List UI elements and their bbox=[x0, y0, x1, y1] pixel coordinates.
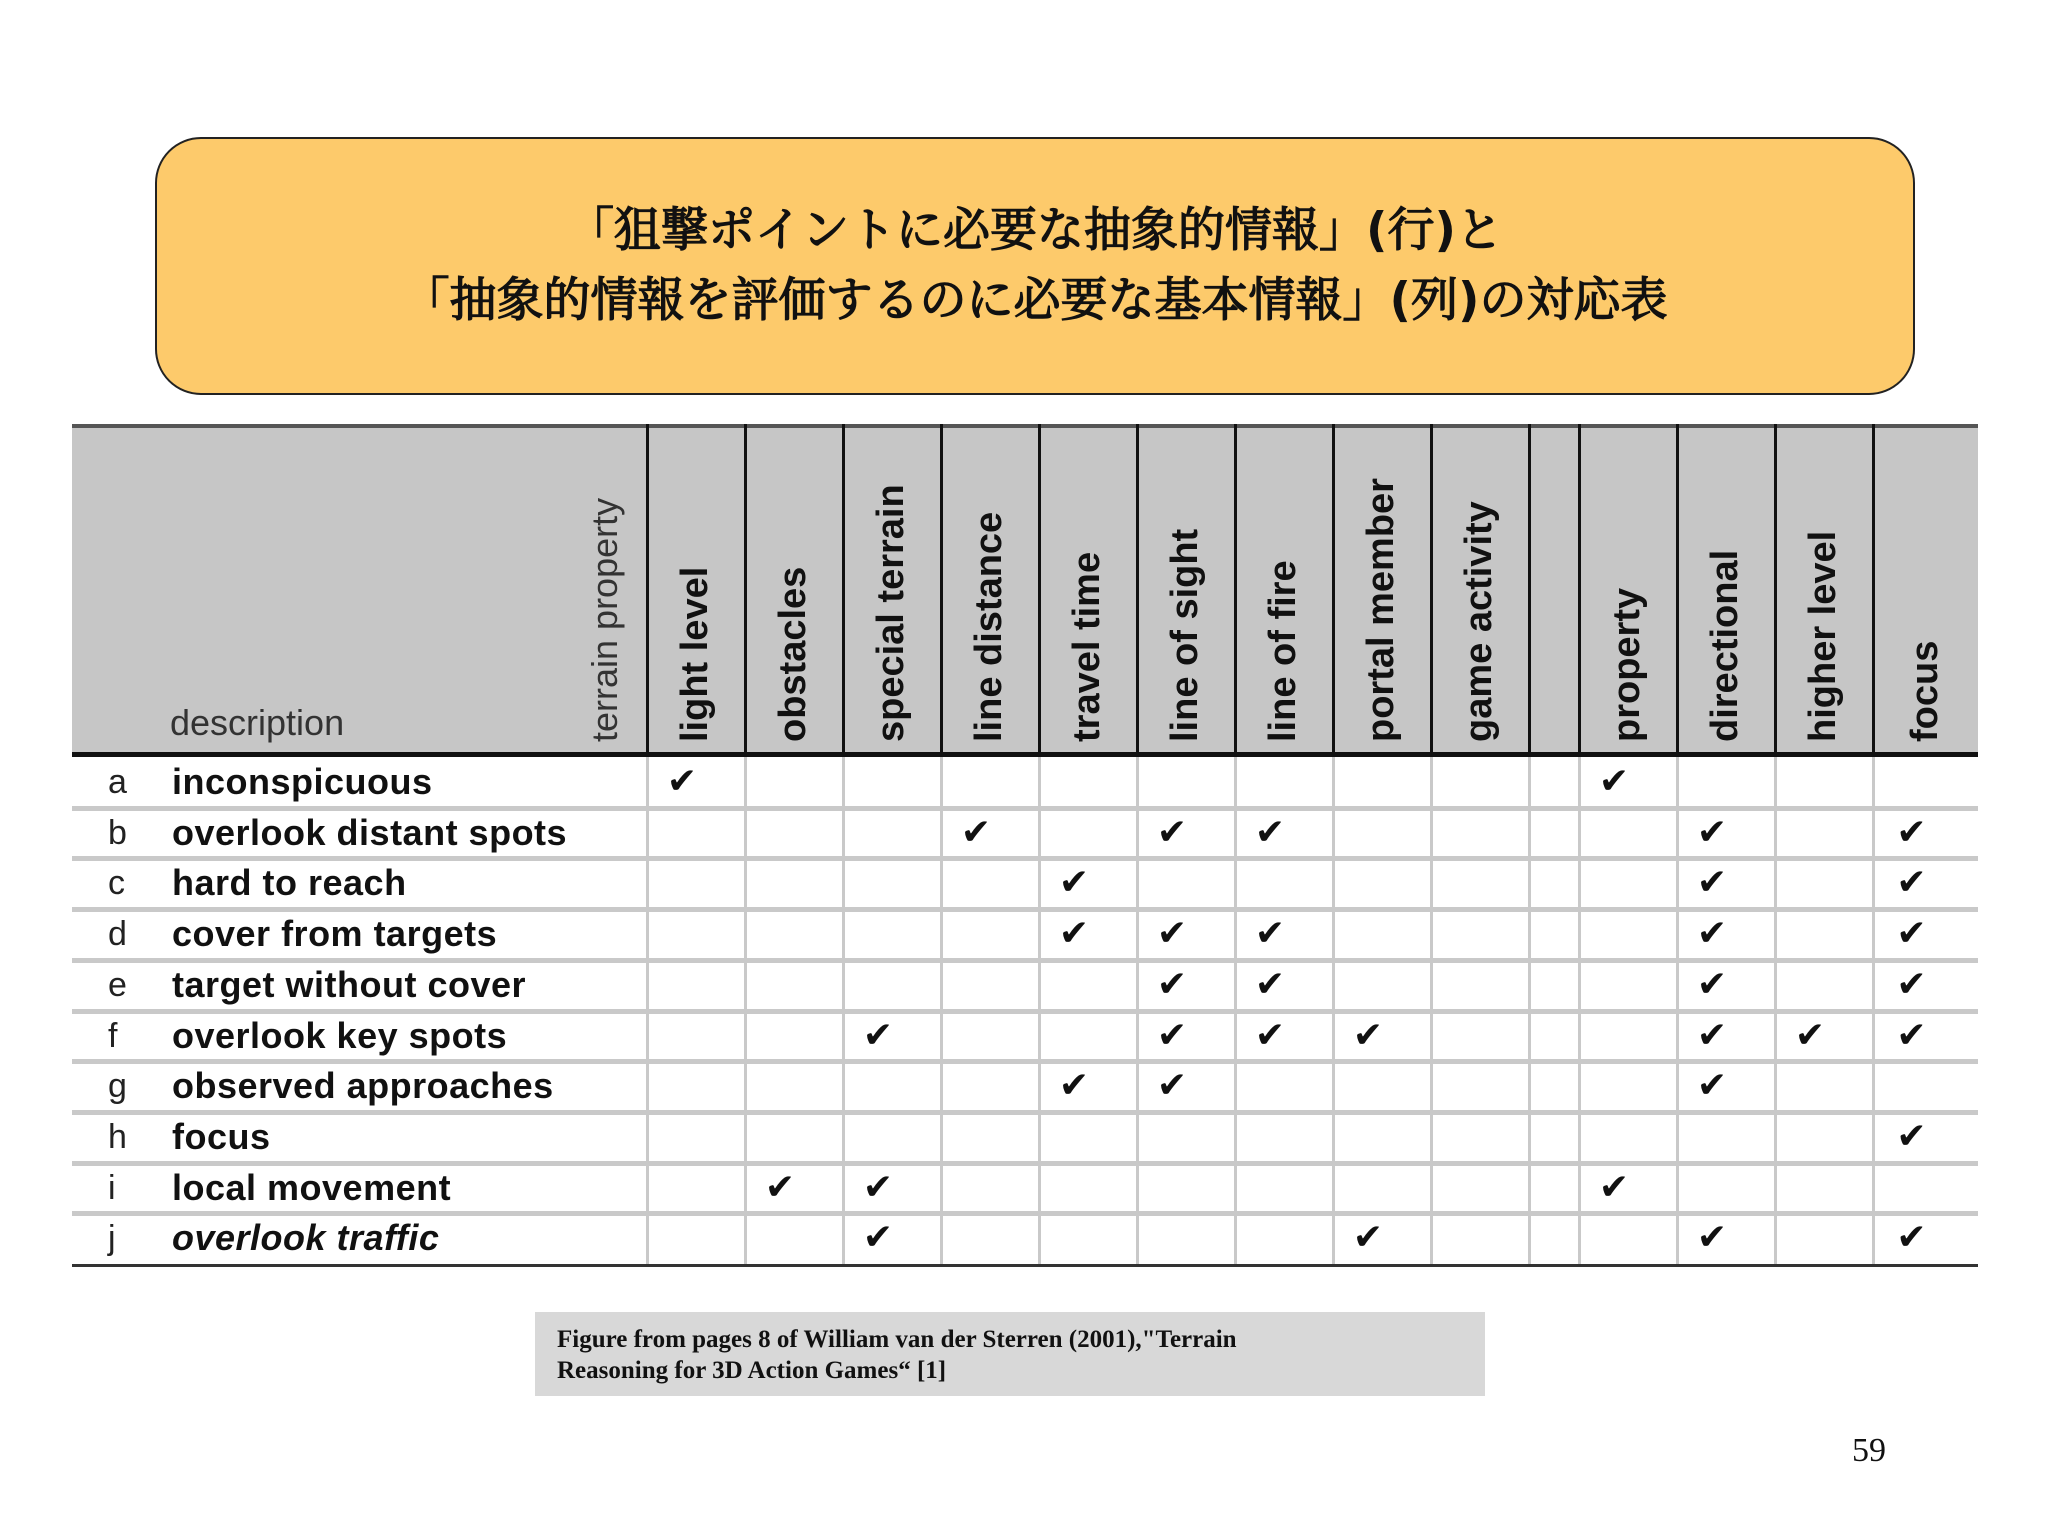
title-banner bbox=[155, 137, 1915, 395]
column-header: game activity bbox=[1458, 501, 1500, 742]
header-column-divider bbox=[940, 424, 943, 756]
column-header: directional bbox=[1704, 549, 1746, 742]
row-description: cover from targets bbox=[172, 913, 498, 955]
column-header: line of sight bbox=[1164, 528, 1206, 742]
check-mark-icon: ✔ bbox=[1794, 1014, 1826, 1056]
row-letter: a bbox=[108, 763, 127, 801]
caption-line-1: Figure from pages 8 of William van der Sterren (2001),"Terrain bbox=[557, 1326, 1237, 1353]
row-separator bbox=[72, 1161, 1978, 1166]
column-header: portal member bbox=[1360, 478, 1402, 742]
check-mark-icon: ✔ bbox=[1696, 1217, 1728, 1259]
row-description: observed approaches bbox=[172, 1065, 554, 1107]
check-mark-icon: ✔ bbox=[1896, 913, 1927, 955]
row-description: target without cover bbox=[172, 963, 527, 1005]
header-column-divider bbox=[1872, 424, 1875, 756]
row-separator bbox=[72, 856, 1978, 861]
figure-caption bbox=[535, 1312, 1485, 1396]
row-separator bbox=[72, 1009, 1978, 1014]
check-mark-icon: ✔ bbox=[1254, 963, 1286, 1005]
header-column-divider bbox=[744, 424, 747, 756]
check-mark-icon: ✔ bbox=[764, 1166, 796, 1208]
column-header: focus bbox=[1903, 640, 1946, 742]
description-header: description bbox=[170, 702, 345, 743]
row-letter: f bbox=[108, 1016, 118, 1055]
row-letter: b bbox=[108, 813, 127, 852]
column-header: line distance bbox=[968, 511, 1010, 742]
check-mark-icon: ✔ bbox=[1696, 1014, 1728, 1056]
title-line-1: 「狙撃ポイントに必要な抽象的情報」(行)と bbox=[567, 203, 1503, 258]
header-column-divider bbox=[1676, 424, 1679, 756]
row-description: overlook traffic bbox=[172, 1217, 440, 1259]
row-description: focus bbox=[172, 1115, 271, 1157]
check-mark-icon: ✔ bbox=[862, 1217, 894, 1259]
header-column-divider bbox=[1038, 424, 1041, 756]
check-mark-icon: ✔ bbox=[1058, 913, 1090, 955]
row-letter: c bbox=[108, 864, 125, 903]
row-letter: j bbox=[108, 1219, 116, 1258]
row-letter: h bbox=[108, 1117, 127, 1156]
check-mark-icon: ✔ bbox=[960, 811, 992, 853]
header-column-divider bbox=[646, 424, 649, 756]
check-mark-icon: ✔ bbox=[862, 1166, 894, 1208]
header-column-divider bbox=[1234, 424, 1237, 756]
check-mark-icon: ✔ bbox=[1254, 1014, 1286, 1056]
check-mark-icon: ✔ bbox=[1352, 1217, 1384, 1259]
row-separator bbox=[72, 806, 1978, 811]
row-description: inconspicuous bbox=[172, 761, 433, 802]
check-mark-icon: ✔ bbox=[862, 1014, 894, 1056]
check-mark-icon: ✔ bbox=[1156, 1014, 1188, 1056]
check-mark-icon: ✔ bbox=[1156, 963, 1188, 1005]
header-bottom-border bbox=[72, 752, 1978, 757]
column-header: light level bbox=[674, 566, 716, 742]
check-mark-icon: ✔ bbox=[1696, 963, 1728, 1005]
check-mark-icon: ✔ bbox=[1896, 963, 1927, 1005]
check-mark-icon: ✔ bbox=[1254, 811, 1286, 853]
title-line-2: 「抽象的情報を評価するのに必要な基本情報」(列)の対応表 bbox=[402, 273, 1668, 328]
column-header: line of fire bbox=[1262, 560, 1304, 742]
row-letter: i bbox=[108, 1168, 116, 1207]
check-mark-icon: ✔ bbox=[1896, 862, 1927, 904]
check-mark-icon: ✔ bbox=[1156, 1065, 1188, 1107]
table-bottom-border bbox=[72, 1264, 1978, 1267]
column-header: travel time bbox=[1066, 551, 1108, 742]
check-mark-icon: ✔ bbox=[1254, 913, 1286, 955]
check-mark-icon: ✔ bbox=[1156, 913, 1188, 955]
header-column-divider bbox=[1528, 424, 1531, 756]
header-column-divider bbox=[1332, 424, 1335, 756]
header-column-divider bbox=[1136, 424, 1139, 756]
check-mark-icon: ✔ bbox=[1352, 1014, 1384, 1056]
check-mark-icon: ✔ bbox=[1696, 1065, 1728, 1107]
check-mark-icon: ✔ bbox=[1058, 862, 1090, 904]
check-mark-icon: ✔ bbox=[1896, 1115, 1927, 1157]
column-header: property bbox=[1606, 587, 1648, 742]
row-separator bbox=[72, 958, 1978, 963]
check-mark-icon: ✔ bbox=[1896, 811, 1927, 853]
check-mark-icon: ✔ bbox=[1598, 1166, 1630, 1208]
row-letter: d bbox=[108, 915, 127, 954]
header-column-divider bbox=[1774, 424, 1777, 756]
row-letter: e bbox=[108, 965, 127, 1004]
row-letter: g bbox=[108, 1067, 127, 1106]
table-header-background bbox=[72, 424, 1978, 756]
row-separator bbox=[72, 1110, 1978, 1115]
row-separator bbox=[72, 907, 1978, 912]
row-separator bbox=[72, 1059, 1978, 1064]
row-description: overlook key spots bbox=[172, 1014, 508, 1056]
header-column-divider bbox=[842, 424, 845, 756]
check-mark-icon: ✔ bbox=[1598, 761, 1630, 802]
table-top-border bbox=[72, 424, 1978, 428]
column-header: higher level bbox=[1802, 530, 1844, 742]
terrain-property-table bbox=[72, 424, 1978, 1268]
header-column-divider bbox=[1430, 424, 1433, 756]
check-mark-icon: ✔ bbox=[666, 761, 698, 802]
column-header: obstacles bbox=[772, 566, 814, 742]
page-number: 59 bbox=[1852, 1432, 1886, 1469]
terrain-property-header: terrain property bbox=[584, 497, 625, 742]
header-column-divider bbox=[1578, 424, 1581, 756]
check-mark-icon: ✔ bbox=[1896, 1217, 1927, 1259]
check-mark-icon: ✔ bbox=[1896, 1014, 1927, 1056]
check-mark-icon: ✔ bbox=[1696, 811, 1728, 853]
column-header: special terrain bbox=[870, 484, 912, 742]
check-mark-icon: ✔ bbox=[1156, 811, 1188, 853]
check-mark-icon: ✔ bbox=[1696, 913, 1728, 955]
check-mark-icon: ✔ bbox=[1058, 1065, 1090, 1107]
row-separator bbox=[72, 1211, 1978, 1216]
caption-line-2: Reasoning for 3D Action Games“ [1] bbox=[557, 1357, 947, 1384]
row-description: local movement bbox=[172, 1166, 452, 1208]
row-description: hard to reach bbox=[172, 862, 407, 904]
check-mark-icon: ✔ bbox=[1696, 862, 1728, 904]
row-description: overlook distant spots bbox=[172, 811, 568, 853]
